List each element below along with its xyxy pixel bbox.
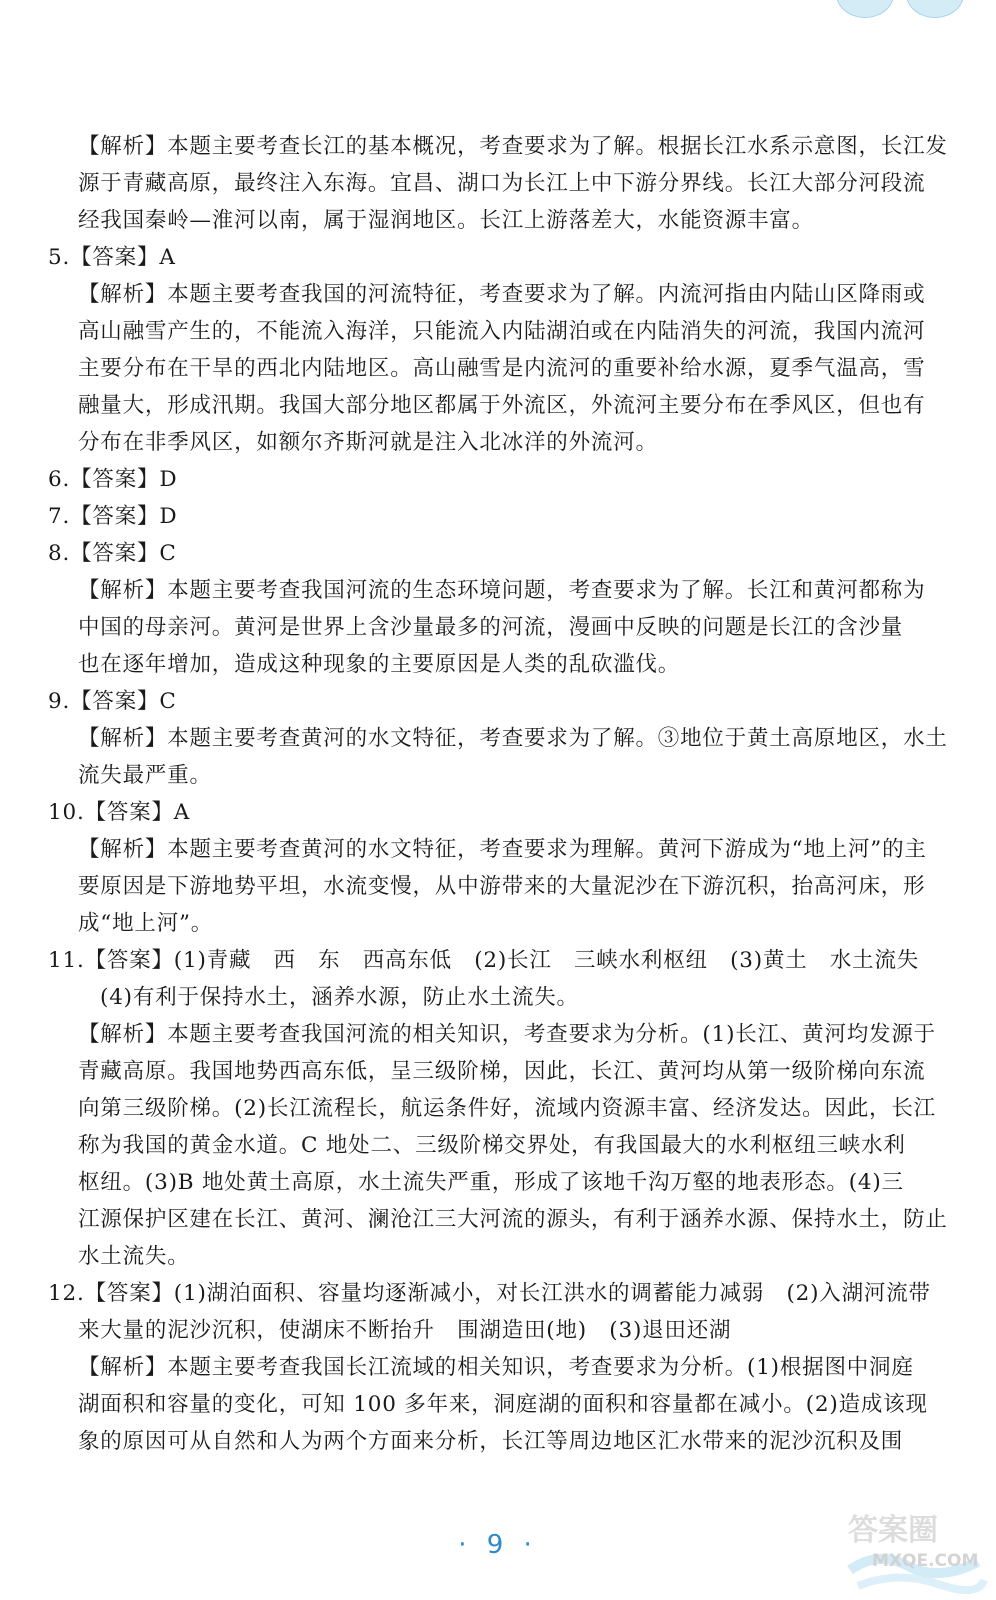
text-line: 向第三级阶梯。(2)长江流程长，航运条件好，流域内资源丰富、经济发达。因此，长江	[78, 1096, 936, 1121]
text-line: (4)有利于保持水土，涵养水源，防止水土流失。	[100, 985, 579, 1010]
text-line: 源于青藏高原，最终注入东海。宜昌、湖口为长江上中下游分界线。长江大部分河段流	[78, 171, 926, 196]
answer-line: 7.【答案】D	[48, 504, 178, 529]
text-line: 【解析】本题主要考查我国河流的相关知识，考查要求为分析。(1)长江、黄河均发源于	[78, 1022, 936, 1047]
text-line: 高山融雪产生的，不能流入海洋，只能流入内陆湖泊或在内陆消失的河流，我国内流河	[78, 319, 926, 344]
text-line: 【解析】本题主要考查黄河的水文特征，考查要求为了解。③地位于黄土高原地区，水土	[78, 726, 948, 751]
text-line: 融量大，形成汛期。我国大部分地区都属于外流区，外流河主要分布在季风区，但也有	[78, 393, 926, 418]
text-line: 来大量的泥沙沉积，使湖床不断抬升 围湖造田(地) (3)退田还湖	[78, 1318, 732, 1343]
text-line: 【解析】本题主要考查我国的河流特征，考查要求为了解。内流河指由内陆山区降雨或	[78, 282, 926, 307]
watermark-graphic	[838, 1500, 988, 1596]
text-line: 【解析】本题主要考查黄河的水文特征，考查要求为理解。黄河下游成为“地上河”的主	[78, 837, 927, 862]
text-line: 【解析】本题主要考查我国长江流域的相关知识，考查要求为分析。(1)根据图中洞庭	[78, 1355, 914, 1380]
answer-line: 8.【答案】C	[48, 541, 177, 566]
text-line: 湖面积和容量的变化，可知 100 多年来，洞庭湖的面积和容量都在减小。(2)造成该现	[78, 1392, 928, 1417]
text-line: 青藏高原。我国地势西高东低，呈三级阶梯，因此，长江、黄河均从第一级阶梯向东流	[78, 1059, 926, 1084]
answer-line: 5.【答案】A	[48, 245, 176, 270]
text-line: 水土流失。	[78, 1244, 190, 1269]
watermark-logo	[838, 1500, 988, 1596]
text-line: 中国的母亲河。黄河是世界上含沙量最多的河流，漫画中反映的问题是长江的含沙量	[78, 615, 904, 640]
text-line: 主要分布在干旱的西北内陆地区。高山融雪是内流河的重要补给水源，夏季气温高，雪	[78, 356, 926, 381]
text-line: 江源保护区建在长江、黄河、澜沧江三大河流的源头，有利于涵养水源、保持水土，防止	[78, 1207, 948, 1232]
answer-line: 9.【答案】C	[48, 689, 177, 714]
text-line: 分布在非季风区，如额尔齐斯河就是注入北冰洋的外流河。	[78, 430, 658, 455]
text-line: 象的原因可从自然和人为两个方面来分析，长江等周边地区汇水带来的泥沙沉积及围	[78, 1429, 904, 1454]
text-line: 枢纽。(3)B 地处黄土高原，水土流失严重，形成了该地千沟万壑的地表形态。(4)三	[78, 1170, 904, 1195]
text-line: 成“地上河”。	[78, 911, 214, 936]
answer-line: 6.【答案】D	[48, 467, 178, 492]
page-number: · 9 ·	[458, 1530, 538, 1560]
text-line: 称为我国的黄金水道。C 地处二、三级阶梯交界处，有我国最大的水利枢纽三峡水利	[78, 1133, 906, 1158]
header-circle-left	[836, 0, 894, 18]
answer-text-body	[48, 128, 964, 1460]
text-line: 【解析】本题主要考查长江的基本概况，考查要求为了解。根据长江水系示意图，长江发	[78, 134, 948, 159]
text-line: 经我国秦岭—淮河以南，属于湿润地区。长江上游落差大，水能资源丰富。	[78, 208, 814, 233]
text-line: 也在逐年增加，造成这种现象的主要原因是人类的乱砍滥伐。	[78, 652, 681, 677]
watermark-url: MXQE.COM	[872, 1551, 979, 1571]
answer-line: 10.【答案】A	[48, 800, 191, 825]
header-decoration	[836, 0, 986, 20]
text-line: 要原因是下游地势平坦，水流变慢，从中游带来的大量泥沙在下游沉积，抬高河床，形	[78, 874, 926, 899]
watermark-title: 答案圈	[848, 1513, 938, 1548]
answer-line: 11.【答案】(1)青藏 西 东 西高东低 (2)长江 三峡水利枢纽 (3)黄土 水土流失	[48, 948, 920, 973]
answer-line: 12.【答案】(1)湖泊面积、容量均逐渐减小，对长江洪水的调蓄能力减弱 (2)入湖河流带	[48, 1281, 931, 1306]
text-line: 【解析】本题主要考查我国河流的生态环境问题，考查要求为了解。长江和黄河都称为	[78, 578, 926, 603]
header-circle-right	[906, 0, 964, 18]
text-line: 流失最严重。	[78, 763, 212, 788]
